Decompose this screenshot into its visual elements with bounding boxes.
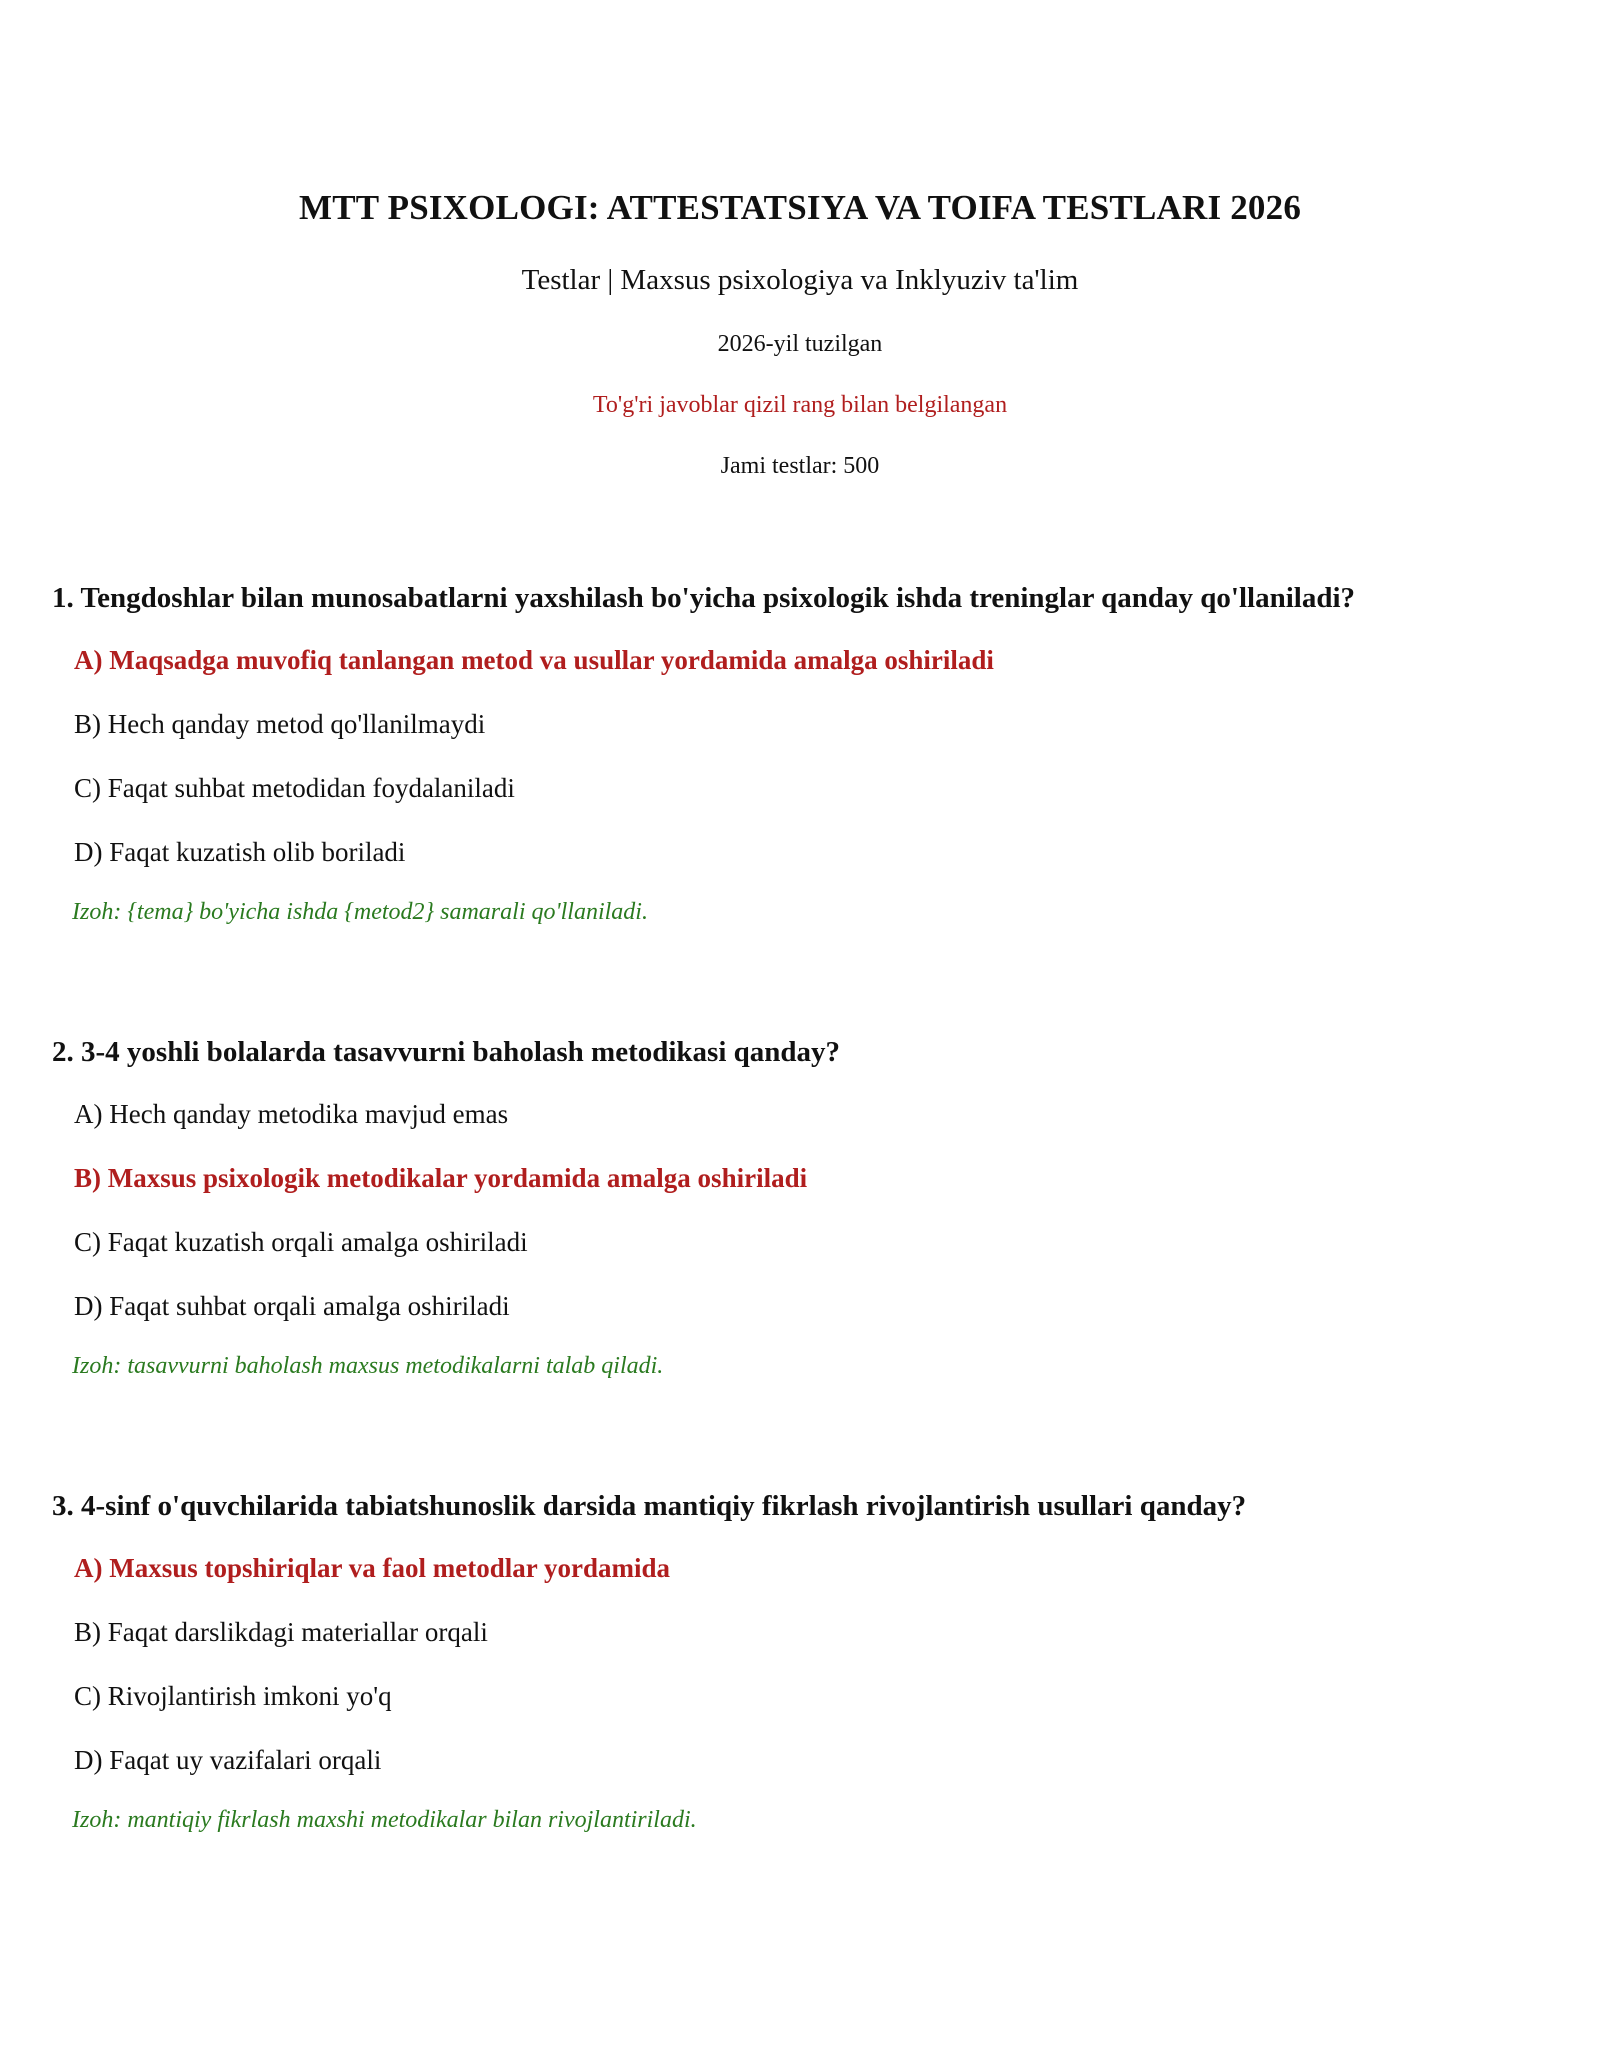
answer-option-a: A) Hech qanday metodika mavjud emas xyxy=(74,1099,509,1129)
answer-option-d: D) Faqat kuzatish olib boriladi xyxy=(74,837,406,867)
question-text: 3. 4-sinf o'quvchilarida tabiatshunoslik darsida mantiqiy fikrlash rivojlantirish usullari qanday? xyxy=(52,1490,1247,1522)
explanation-note: Izoh: {tema} bo'yicha ishda {metod2} samarali qo'llaniladi. xyxy=(72,899,648,925)
answer-option-b: B) Hech qanday metod qo'llanilmaydi xyxy=(74,709,486,739)
answer-option-d: D) Faqat suhbat orqali amalga oshiriladi xyxy=(74,1291,510,1321)
document-subtitle: Testlar | Maxsus psixologiya va Inklyuziv ta'lim xyxy=(521,264,1079,296)
explanation-note: Izoh: tasavvurni baholash maxsus metodikalarni talab qiladi. xyxy=(72,1353,664,1379)
question-block xyxy=(52,1486,1572,1836)
correct-answer-legend: To'g'ri javoblar qizil rang bilan belgilangan xyxy=(592,392,1008,418)
question-text: 1. Tengdoshlar bilan munosabatlarni yaxshilash bo'yicha psixologik ishda treninglar qanday qo'llaniladi? xyxy=(52,582,1356,614)
document-title: MTT PSIXOLOGI: ATTESTATSIYA VA TOIFA TESTLARI 2026 xyxy=(298,188,1302,227)
answer-option-c: C) Faqat suhbat metodidan foydalaniladi xyxy=(74,773,515,803)
answer-option-a: A) Maqsadga muvofiq tanlangan metod va usullar yordamida amalga oshiriladi xyxy=(74,645,994,675)
year-line: 2026-yil tuzilgan xyxy=(717,331,883,357)
question-block xyxy=(52,578,1572,928)
explanation-note: Izoh: mantiqiy fikrlash maxshi metodikalar bilan rivojlantiriladi. xyxy=(72,1807,697,1833)
answer-option-c: C) Rivojlantirish imkoni yo'q xyxy=(74,1681,392,1711)
total-tests: Jami testlar: 500 xyxy=(720,453,880,479)
answer-option-c: C) Faqat kuzatish orqali amalga oshiriladi xyxy=(74,1227,528,1257)
question-block xyxy=(52,1032,1572,1382)
answer-option-d: D) Faqat uy vazifalari orqali xyxy=(74,1745,382,1775)
answer-option-b: B) Maxsus psixologik metodikalar yordamida amalga oshiriladi xyxy=(74,1163,808,1193)
question-text: 2. 3-4 yoshli bolalarda tasavvurni baholash metodikasi qanday? xyxy=(52,1036,841,1068)
answer-option-b: B) Faqat darslikdagi materiallar orqali xyxy=(74,1617,488,1647)
answer-option-a: A) Maxsus topshiriqlar va faol metodlar yordamida xyxy=(74,1553,671,1583)
